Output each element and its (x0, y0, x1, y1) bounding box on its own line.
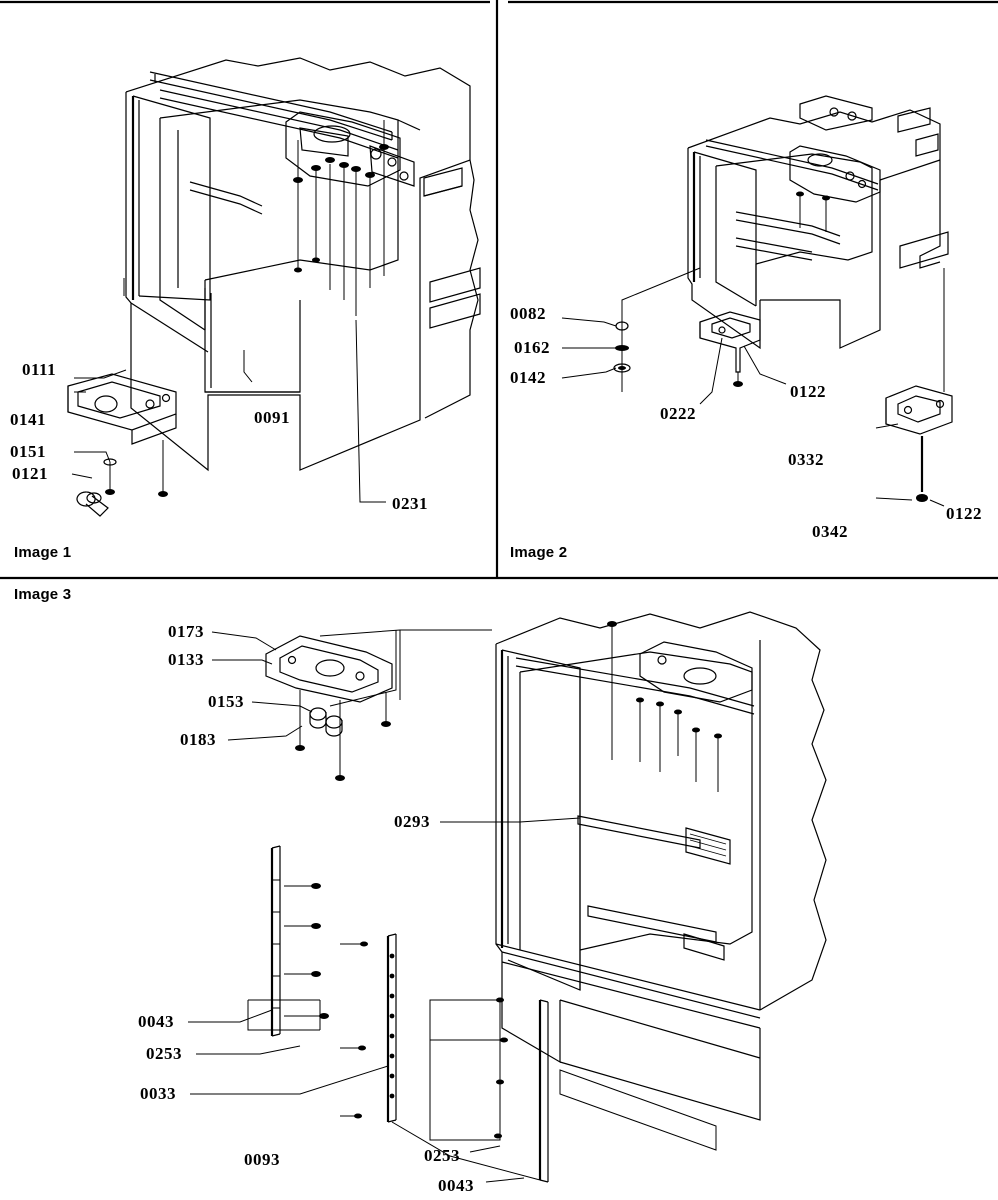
callout-0091: 0091 (254, 408, 290, 427)
callout-0293: 0293 (394, 812, 430, 831)
callout-0133: 0133 (168, 650, 204, 669)
callout-0111: 0111 (22, 360, 57, 379)
callout-0253-upper: 0253 (146, 1044, 182, 1063)
callout-0183: 0183 (180, 730, 216, 749)
image1-artwork (68, 58, 480, 516)
callout-0043-lower: 0043 (438, 1176, 474, 1195)
callout-0332: 0332 (788, 450, 824, 469)
callout-0122-bottom: 0122 (946, 504, 982, 523)
panel-label-image-2: Image 2 (510, 544, 568, 561)
callout-0082: 0082 (510, 304, 546, 323)
callout-0141: 0141 (10, 410, 46, 429)
image3-artwork (188, 612, 826, 1182)
callout-0043-upper: 0043 (138, 1012, 174, 1031)
image2-artwork (562, 96, 952, 506)
callout-0122-top: 0122 (790, 382, 826, 401)
callout-0093: 0093 (244, 1150, 280, 1169)
callout-0231: 0231 (392, 494, 428, 513)
callout-0222: 0222 (660, 404, 696, 423)
callout-0033: 0033 (140, 1084, 176, 1103)
callout-0253-lower: 0253 (424, 1146, 460, 1165)
callout-0121: 0121 (12, 464, 48, 483)
callout-0162: 0162 (514, 338, 550, 357)
panel-dividers (0, 0, 998, 578)
panel-label-image-3: Image 3 (14, 586, 72, 603)
callout-0151: 0151 (10, 442, 46, 461)
callout-0153: 0153 (208, 692, 244, 711)
panel-label-image-1: Image 1 (14, 544, 72, 561)
callout-0342: 0342 (812, 522, 848, 541)
callout-0142: 0142 (510, 368, 546, 387)
callout-0173: 0173 (168, 622, 204, 641)
